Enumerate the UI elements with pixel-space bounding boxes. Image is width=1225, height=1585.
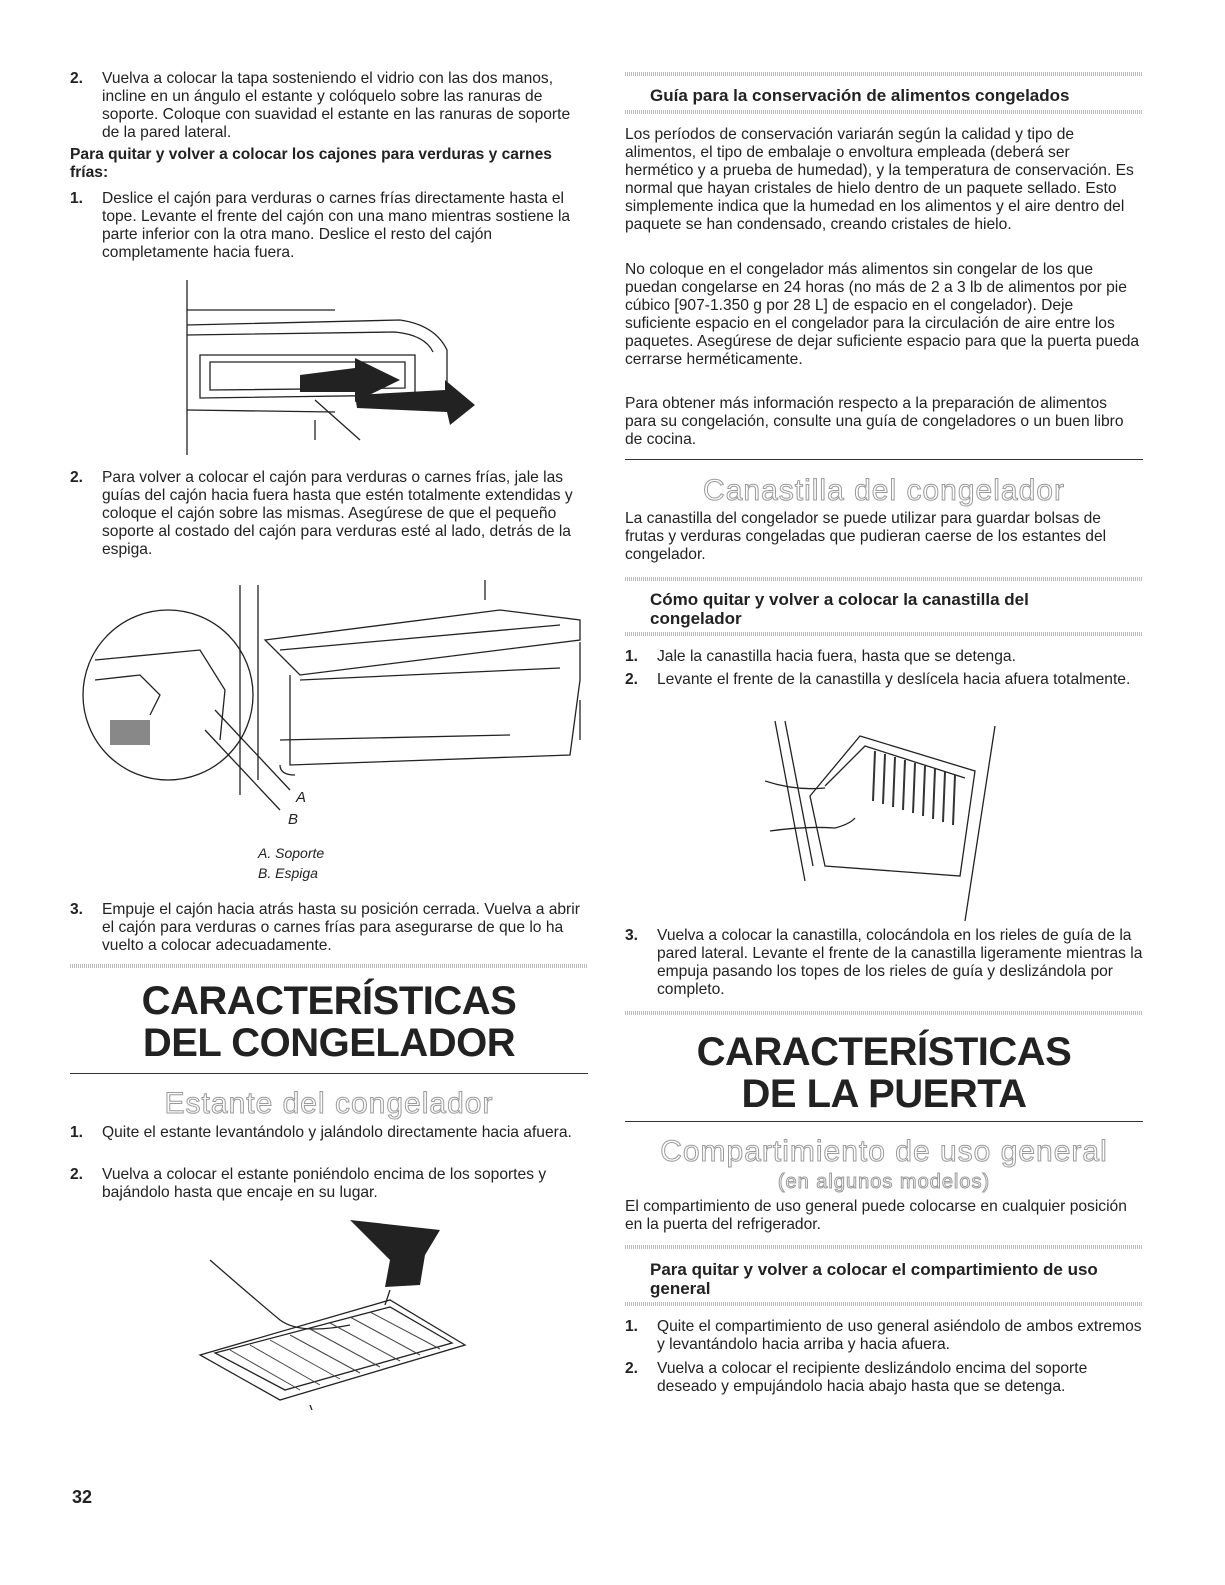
crisper-step-1: Deslice el cajón para verduras o carnes frías directamente hasta el tope. Levante el frente del cajón con una mano mientras sostiene la parte inferior con la otra mano. Deslice el resto del cajón completamente hacia fuera.	[102, 190, 571, 261]
list-item: 2. Vuelva a colocar la tapa sosteniendo el vidrio con las dos manos, incline en un ángulo el estante y colóquelo sobre las ranuras de soporte. Coloque con suavidad el estante en las ranuras de soporte de la pared lateral.	[70, 70, 571, 141]
basket-step-1: Jale la canastilla hacia fuera, hasta que se detenga.	[657, 648, 1016, 665]
basket-step-3: Vuelva a colocar la canastilla, colocándola en los rieles de guía de la pared lateral. Levante el frente de la canastilla ligeramente mientras la empuja pasando los topes de los rieles de guía y deslizándola por completo.	[657, 927, 1143, 998]
shelf-step-1: Quite el estante levantándolo y jalándolo directamente hacia afuera.	[102, 1124, 572, 1141]
freezer-basket-heading: Canastilla del congelador	[703, 474, 1065, 507]
label-b: B	[288, 811, 299, 828]
page-number: 32	[72, 1487, 93, 1507]
shelf-step-2: Vuelva a colocar el estante poniéndolo encima de los soportes y bajándolo hasta que encaje en su lugar.	[102, 1166, 547, 1201]
caption-b: B. Espiga	[258, 865, 318, 881]
caption-a: A. Soporte	[258, 845, 325, 861]
divider	[625, 72, 1143, 76]
utility-bin-subheading: (en algunos modelos)	[777, 1171, 991, 1193]
divider	[625, 1245, 1143, 1249]
basket-step-2: Levante el frente de la canastilla y deslícela hacia afuera totalmente.	[657, 671, 1131, 688]
list-item: 3. Empuje el cajón hacia atrás hasta su posición cerrada. Vuelva a abrir el cajón para verduras o carnes frías para asegurarse de que lo ha vuelto a colocar adecuadamente.	[70, 901, 580, 954]
shelf-replace-step: Vuelva a colocar la tapa sosteniendo el vidrio con las dos manos, incline en un ángulo el estante y colóquelo sobre las ranuras de soporte. Coloque con suavidad el estante en las ranuras de soporte de la pared lateral.	[102, 70, 571, 141]
freezer-shelf-heading: Estante del congelador	[164, 1087, 494, 1120]
divider	[625, 110, 1143, 114]
utility-bin-step-1: Quite el compartimiento de uso general asiéndolo de ambos extremos y levantándolo hacia arriba y hacia afuera.	[657, 1318, 1142, 1353]
freezer-features-title: CARACTERÍSTICAS DEL CONGELADOR	[141, 979, 517, 1065]
list-item: 2. Vuelva a colocar el recipiente deslizándolo encima del soporte deseado y empujándolo hacia abajo hasta que se detenga.	[625, 1360, 1088, 1395]
utility-bin-paragraph: El compartimiento de uso general puede colocarse en cualquier posición en la puerta del refrigerador.	[625, 1198, 1127, 1233]
divider	[625, 577, 1143, 581]
basket-paragraph: La canastilla del congelador se puede utilizar para guardar bolsas de frutas y verduras congeladas que pudieran caerse de los estantes del congelador.	[625, 510, 1107, 563]
list-item: 3. Vuelva a colocar la canastilla, colocándola en los rieles de guía de la pared lateral. Levante el frente de la canastilla ligeramente mientras la empuja pasando los topes de los rieles de guía y deslizándola por completo.	[625, 927, 1143, 998]
divider	[625, 1011, 1143, 1015]
list-item: 2. Vuelva a colocar el estante poniéndolo encima de los soportes y bajándolo hasta que encaje en su lugar.	[70, 1166, 547, 1201]
crisper-step-2: Para volver a colocar el cajón para verduras o carnes frías, jale las guías del cajón hacia fuera hasta que estén totalmente extendidas y coloque el cajón sobre las mismas. Asegúrese de que el pequeño soporte al costado del cajón para verduras esté al lado, detrás de la espiga.	[102, 469, 573, 558]
list-item: 2. Para volver a colocar el cajón para verduras o carnes frías, jale las guías del cajón hacia fuera hasta que estén totalmente extendidas y coloque el cajón sobre las mismas. Asegúrese de que el pequeño soporte al costado del cajón para verduras esté al lado, detrás de la espiga.	[70, 469, 573, 558]
freezer-basket-illustration	[765, 716, 1005, 921]
crisper-step-3: Empuje el cajón hacia atrás hasta su posición cerrada. Vuelva a abrir el cajón para verduras o carnes frías para asegurarse de que lo ha vuelto a colocar adecuadamente.	[102, 901, 580, 954]
divider	[70, 964, 588, 968]
list-item: 1. Deslice el cajón para verduras o carnes frías directamente hasta el tope. Levante el frente del cajón con una mano mientras sostiene la parte inferior con la otra mano. Deslice el resto del cajón completamente hacia fuera.	[70, 190, 571, 261]
utility-bin-heading: Compartimiento de uso general	[660, 1135, 1108, 1168]
door-features-title: CARACTERÍSTICAS DE LA PUERTA	[696, 1030, 1072, 1116]
basket-subheading: Cómo quitar y volver a colocar la canastilla del congelador	[650, 590, 1029, 628]
list-item: 2. Levante el frente de la canastilla y deslícela hacia afuera totalmente.	[625, 671, 1131, 688]
frozen-food-guide-heading: Guía para la conservación de alimentos congelados	[650, 86, 1070, 105]
divider	[625, 1121, 1143, 1122]
utility-bin-subsection-heading: Para quitar y volver a colocar el compartimiento de uso general	[650, 1260, 1098, 1298]
divider	[625, 459, 1143, 460]
guide-paragraph-3: Para obtener más información respecto a la preparación de alimentos para su congelación, consulte una guía de congeladores o un buen libro de cocina.	[625, 395, 1124, 448]
list-item: 1. Jale la canastilla hacia fuera, hasta que se detenga.	[625, 648, 1016, 665]
divider	[625, 632, 1143, 636]
crisper-drawer-illustration	[185, 280, 475, 455]
divider	[70, 1073, 588, 1074]
crisper-bracket-illustration	[80, 580, 590, 830]
guide-paragraph-2: No coloque en el congelador más alimentos sin congelar de los que puedan congelarse en 24 horas (no más de 2 a 3 lb de alimentos por pie cúbico [907-1.350 g por 28 L] de espacio en el congelador). Deje suficiente espacio en el congelador para la circulación de aire entre los paquetes. Asegúrese de dejar suficiente espacio para que la puerta pueda cerrarse herméticamente.	[625, 261, 1140, 368]
list-item: 1. Quite el estante levantándolo y jalándolo directamente hacia afuera.	[70, 1124, 572, 1141]
freezer-shelf-illustration	[190, 1215, 480, 1410]
utility-bin-step-2: Vuelva a colocar el recipiente deslizándolo encima del soporte deseado y empujándolo hacia abajo hasta que se detenga.	[657, 1360, 1088, 1395]
label-a: A	[296, 789, 307, 806]
guide-paragraph-1: Los períodos de conservación variarán según la calidad y tipo de alimentos, el tipo de embalaje o envoltura empleada (deberá ser hermético y a prueba de humedad), y la temperatura de conservación. Es normal que hayan cristales de hielo dentro de un paquete sellado. Esto simplemente indica que la humedad en los alimentos y el aire dentro del paquete se han condensado, creando cristales de hielo.	[625, 126, 1134, 233]
list-item: 1. Quite el compartimiento de uso general asiéndolo de ambos extremos y levantándolo hacia arriba y hacia afuera.	[625, 1318, 1142, 1353]
crisper-heading: Para quitar y volver a colocar los cajones para verduras y carnes frías:	[70, 146, 552, 181]
divider	[625, 1302, 1143, 1306]
